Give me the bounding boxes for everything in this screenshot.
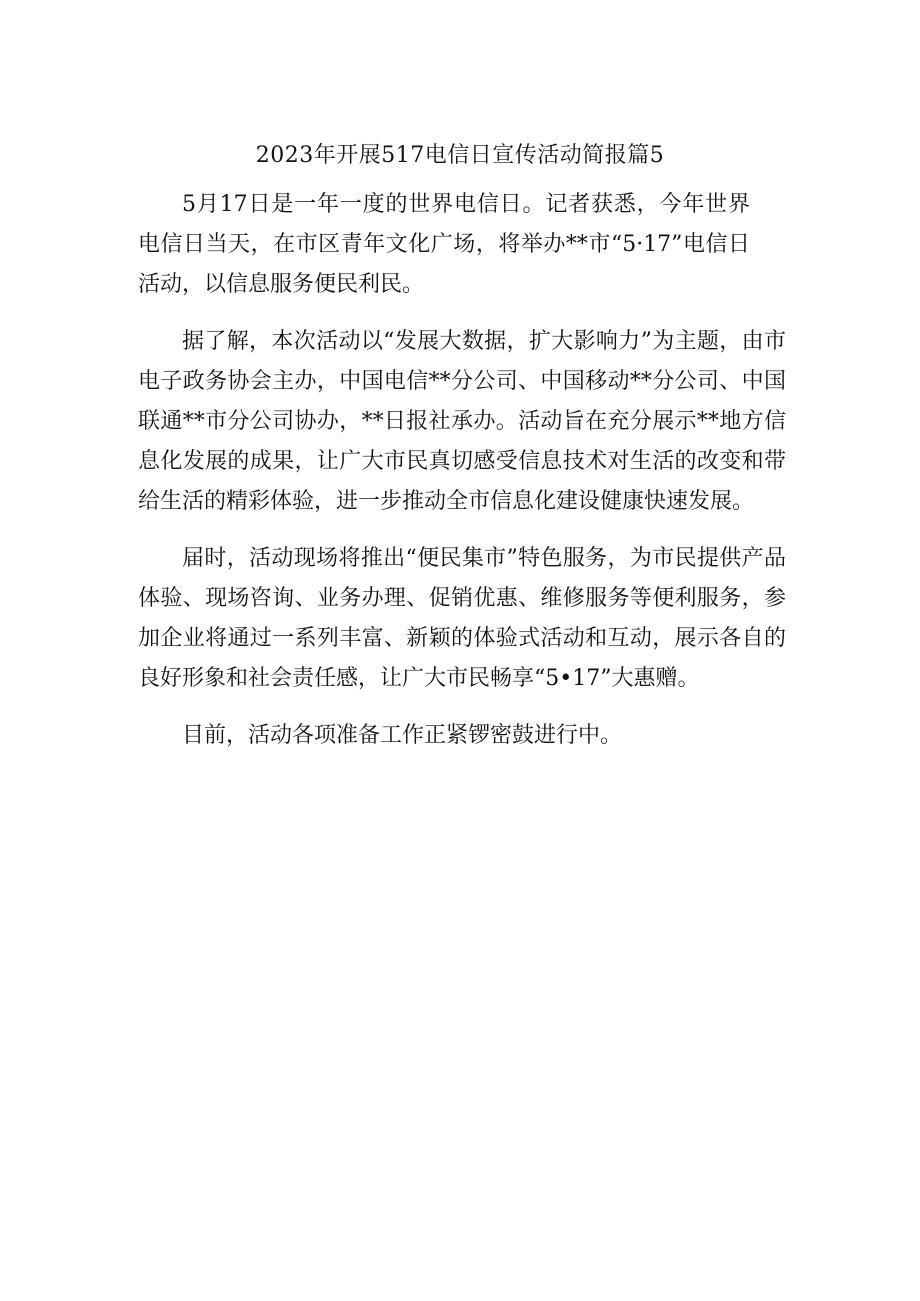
document-body [138,185,786,773]
paragraph-4: 目前，活动各项准备工作正紧锣密鼓进行中。 [182,723,623,748]
paragraph-1: 5月17日是一年一度的世界电信日。记者获悉，今年世界电信日当天，在市区青年文化广场，将举办**市“5·17”电信日活动，以信息服务便民利民。 [138,192,750,297]
paragraph-2: 据了解，本次活动以“发展大数据，扩大影响力”为主题，由市电子政务协会主办，中国电信**分公司、中国移动**分公司、中国联通**市分公司协办，**日报社承办。活动旨在充分展示**地方信息化发展的成果，让广大市民真切感受信息技术对生活的改变和带给生活的精彩体验，进一步推动全市信息化建设健康快速发展。 [138,329,786,514]
document-title: 2023年开展517电信日宣传活动简报篇5 [255,143,665,168]
paragraph-3: 届时，活动现场将推出“便民集市”特色服务，为市民提供产品体验、现场咨询、业务办理、促销优惠、维修服务等便利服务，参加企业将通过一系列丰富、新颖的体验式活动和互动，展示各自的良好形象和社会责任感，让广大市民畅享“5•17”大惠赠。 [138,546,786,691]
